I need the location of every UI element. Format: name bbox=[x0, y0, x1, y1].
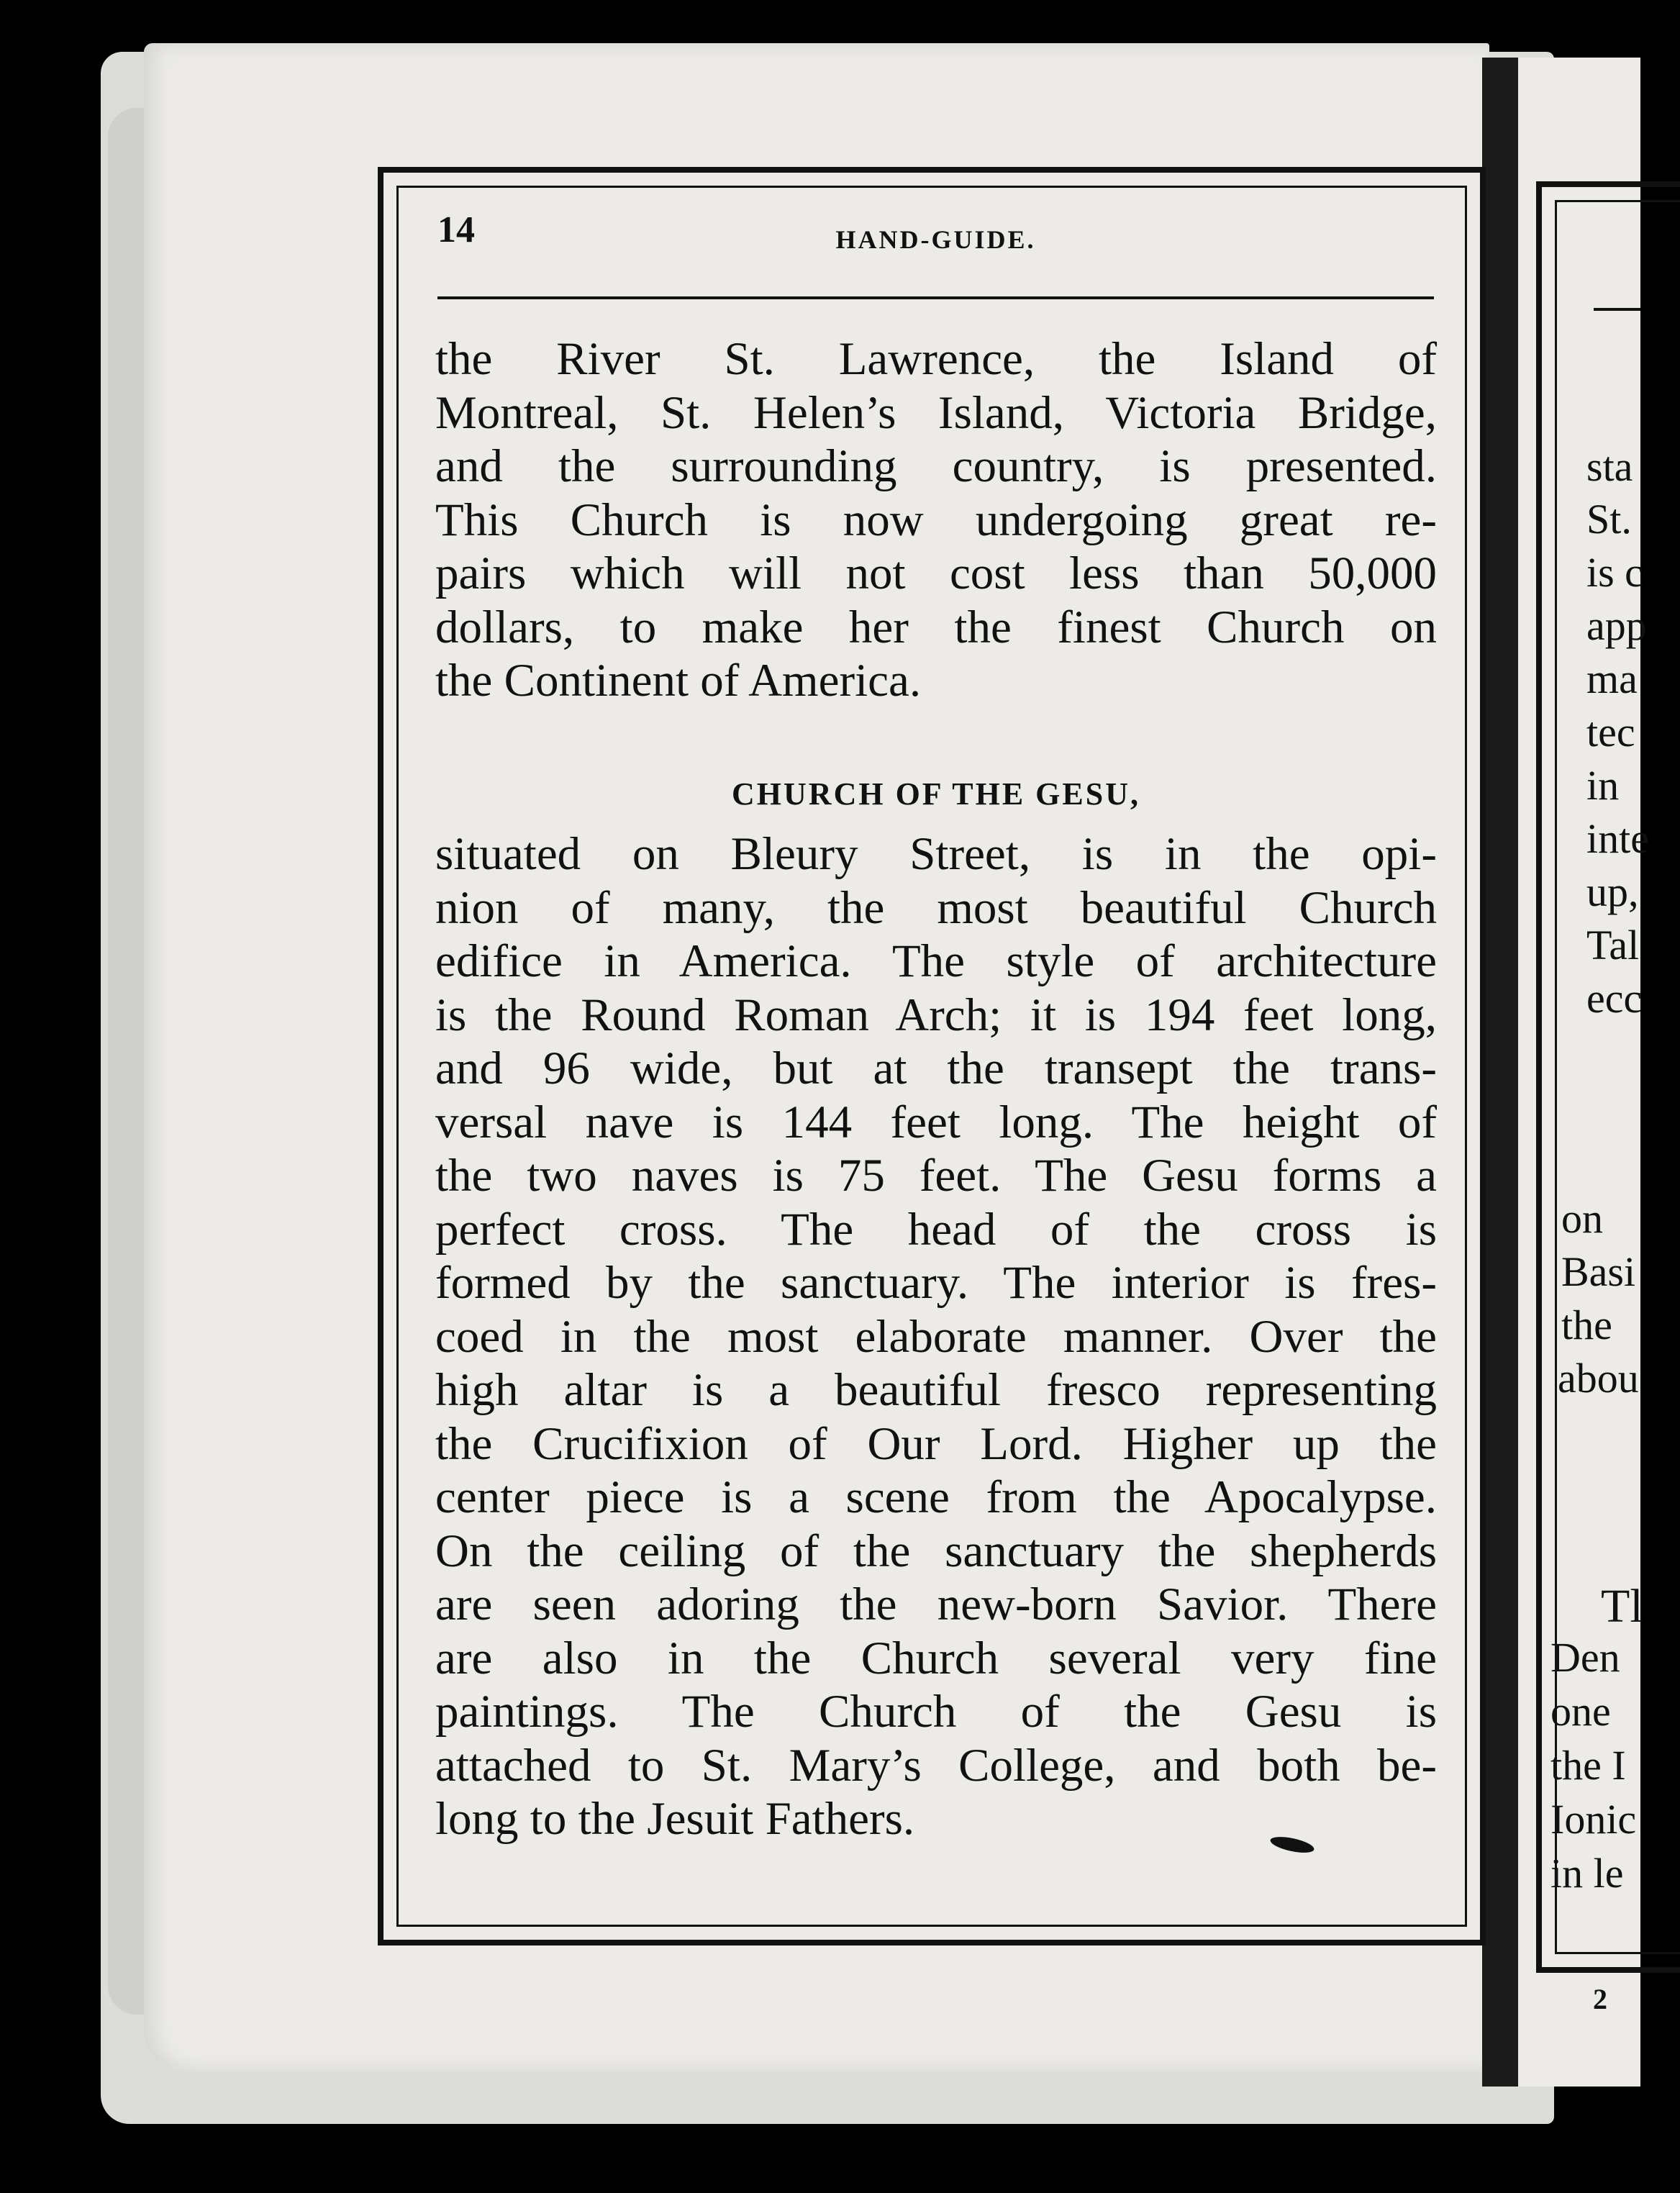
facing-text-fragment: Basi bbox=[1561, 1248, 1636, 1295]
text-line: the River St. Lawrence, the Island of bbox=[435, 333, 1437, 385]
facing-text-fragment: in le bbox=[1550, 1850, 1624, 1897]
facing-text-fragment: app bbox=[1586, 602, 1647, 649]
text-line: formed by the sanctuary. The interior is fres- bbox=[435, 1257, 1437, 1309]
facing-text-fragment: up, bbox=[1586, 868, 1639, 915]
text-line: attached to St. Mary’s College, and both be- bbox=[435, 1739, 1437, 1792]
facing-text-fragment: Ionic bbox=[1550, 1796, 1637, 1843]
paragraph-continued bbox=[435, 332, 1437, 708]
text-line: long to the Jesuit Fathers. bbox=[435, 1793, 915, 1845]
text-line: center piece is a scene from the Apocalypse. bbox=[435, 1471, 1437, 1523]
facing-text-fragment: sta bbox=[1586, 443, 1633, 490]
facing-text-fragment: Tal bbox=[1586, 922, 1640, 968]
paragraph-gesu bbox=[435, 827, 1437, 1846]
facing-text-fragment: inte bbox=[1586, 815, 1649, 862]
text-line: are seen adoring the new-born Savior. There bbox=[435, 1579, 1437, 1630]
text-line: dollars, to make her the finest Church on bbox=[435, 601, 1437, 653]
text-line: situated on Bleury Street, is in the opi- bbox=[435, 828, 1437, 880]
text-line: paintings. The Church of the Gesu is bbox=[435, 1686, 1437, 1738]
facing-page-number: 2 bbox=[1593, 1983, 1607, 2015]
facing-text-fragment: abou bbox=[1558, 1355, 1639, 1402]
facing-text-fragment: in bbox=[1586, 762, 1620, 809]
facing-header-rule bbox=[1594, 308, 1640, 311]
page-number: 14 bbox=[437, 209, 475, 250]
text-line: the Continent of America. bbox=[435, 655, 922, 707]
text-line: perfect cross. The head of the cross is bbox=[435, 1203, 1437, 1256]
text-line: coed in the most elaborate manner. Over the bbox=[435, 1310, 1437, 1363]
text-line: the Crucifixion of Our Lord. Higher up the bbox=[435, 1417, 1437, 1470]
facing-text-fragment: tec bbox=[1586, 709, 1635, 755]
text-line: Montreal, St. Helen’s Island, Victoria Bridge, bbox=[435, 386, 1437, 439]
facing-text-fragment: the I bbox=[1550, 1742, 1626, 1789]
text-line: On the ceiling of the sanctuary the shepherds bbox=[435, 1525, 1437, 1577]
facing-text-fragment: ecc bbox=[1586, 975, 1643, 1022]
text-line: This Church is now undergoing great re- bbox=[435, 494, 1437, 546]
facing-text-fragment: on bbox=[1561, 1195, 1603, 1242]
header-rule bbox=[437, 296, 1434, 299]
text-line: versal nave is 144 feet long. The height of bbox=[435, 1096, 1437, 1148]
book-spine bbox=[1482, 58, 1518, 2087]
facing-text-fragment: ma bbox=[1586, 655, 1638, 702]
text-line: high altar is a beautiful fresco representing bbox=[435, 1364, 1437, 1416]
text-line: and 96 wide, but at the transept the trans- bbox=[435, 1043, 1437, 1094]
text-line: edifice in America. The style of architecture bbox=[435, 935, 1437, 987]
section-heading: CHURCH OF THE GESU, bbox=[732, 776, 1140, 812]
facing-text-fragment: the bbox=[1561, 1302, 1612, 1348]
text-line: is the Round Roman Arch; it is 194 feet long, bbox=[435, 989, 1437, 1041]
facing-text-fragment: is c bbox=[1586, 549, 1643, 596]
text-line: and the surrounding country, is presented. bbox=[435, 440, 1437, 492]
running-head bbox=[437, 209, 1434, 259]
facing-text-fragment: one bbox=[1550, 1688, 1611, 1735]
text-line: are also in the Church several very fine bbox=[435, 1632, 1437, 1684]
facing-text-fragment: Tl bbox=[1601, 1580, 1643, 1633]
facing-text-fragment: Den bbox=[1550, 1634, 1620, 1681]
text-line: the two naves is 75 feet. The Gesu forms a bbox=[435, 1150, 1437, 1202]
running-title: HAND-GUIDE. bbox=[835, 225, 1036, 254]
text-line: pairs which will not cost less than 50,000 bbox=[435, 548, 1437, 599]
text-line: nion of many, the most beautiful Church bbox=[435, 881, 1437, 934]
facing-text-fragment: St. bbox=[1586, 496, 1632, 542]
